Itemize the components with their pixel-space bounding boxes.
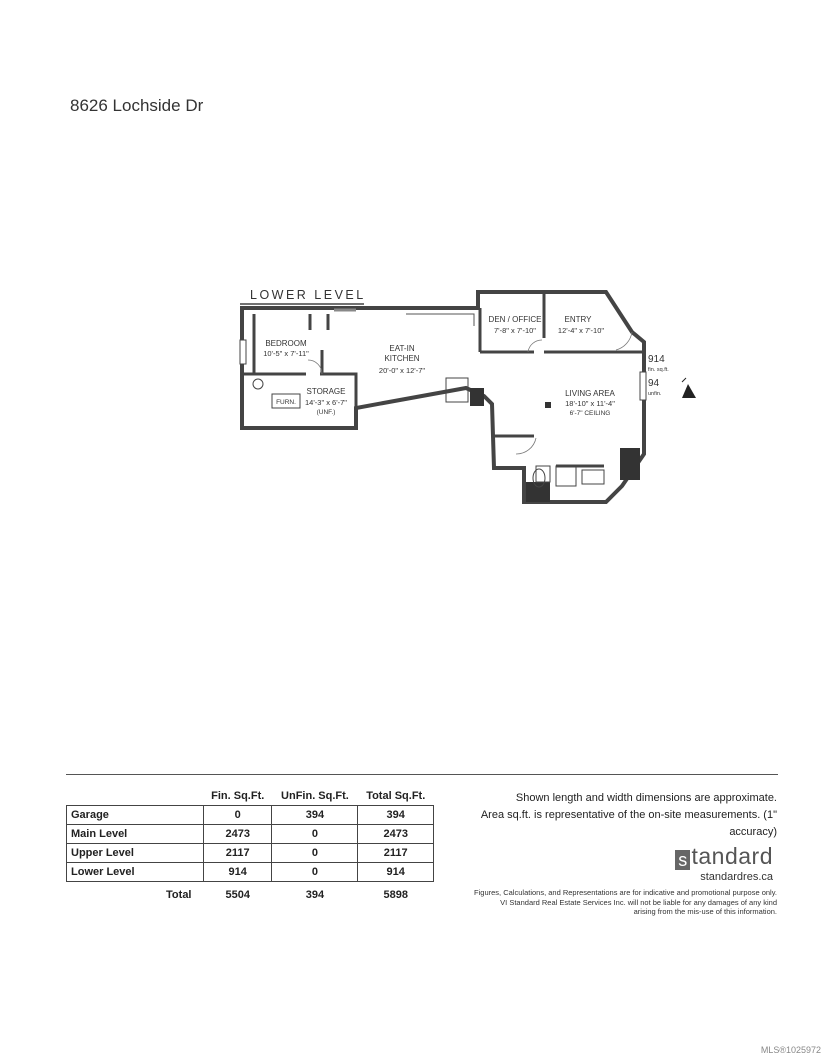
room-name-kitchen: EAT-IN: [389, 344, 415, 353]
note-line-2: Area sq.ft. is representative of the on-site measurements. (1" accuracy): [480, 809, 777, 838]
room-name-den: DEN / OFFICE: [488, 315, 542, 324]
total-unfin: 394: [305, 889, 325, 901]
room-name-entry: ENTRY: [564, 315, 592, 324]
north-arrow-icon: [682, 378, 696, 398]
room-name-bedroom: BEDROOM: [265, 339, 307, 348]
col-header-label: [67, 790, 204, 806]
room-name-storage: STORAGE: [306, 387, 346, 396]
room-dims-bedroom: 10'-5" x 7'-11": [263, 349, 309, 358]
total-row: [67, 882, 434, 905]
disclaimer: [447, 888, 777, 917]
area-table: [66, 790, 434, 904]
col-header-total: Total Sq.Ft.: [366, 790, 426, 802]
logo-mark-icon: s: [675, 850, 690, 870]
room-dims-kitchen: 20'-0" x 12'-7": [378, 366, 426, 375]
cell-total: 914: [358, 863, 434, 882]
table-row: [67, 825, 434, 844]
logo-text: tandard: [691, 843, 773, 869]
unfin-sqft-value: 94: [648, 378, 660, 389]
brand-logo: [675, 843, 773, 870]
fin-sqft-value: 914: [648, 354, 665, 365]
floor-plan: [236, 278, 716, 518]
measurement-notes: [437, 790, 777, 841]
brand-url: standardres.ca: [700, 871, 773, 883]
room-dims-storage: 14'-3" x 6'-7": [305, 398, 347, 407]
room-dims-entry: 12'-4" x 7'-10": [557, 326, 605, 335]
col-header-unfin: UnFin. Sq.Ft.: [281, 790, 349, 802]
mls-number: MLS®1025972: [760, 1045, 821, 1055]
cell-unfin: 0: [272, 825, 358, 844]
furnace-label: FURN.: [276, 399, 296, 406]
room-name-living: LIVING AREA: [565, 389, 615, 398]
room-dims-living: 18'-10" x 11'-4": [565, 399, 615, 408]
cell-total: 394: [358, 806, 434, 825]
total-label: Total: [166, 889, 192, 901]
cell-fin: 2473: [204, 825, 272, 844]
property-address: 8626 Lochside Dr: [70, 96, 204, 115]
cell-fin: 2117: [204, 844, 272, 863]
plan-title: LOWER LEVEL: [250, 288, 366, 302]
unfin-sqft-label: unfin.: [648, 391, 662, 397]
table-row: [67, 863, 434, 882]
table-row: [67, 806, 434, 825]
cell-unfin: 394: [272, 806, 358, 825]
cell-unfin: 0: [272, 844, 358, 863]
table-row: [67, 844, 434, 863]
divider: [66, 774, 778, 775]
cell-total: 2117: [358, 844, 434, 863]
row-label: Upper Level: [67, 844, 204, 863]
cell-fin: 914: [204, 863, 272, 882]
room-note-living: 6'-7" CEILING: [569, 410, 611, 417]
total-fin: 5504: [225, 889, 250, 901]
row-label: Main Level: [67, 825, 204, 844]
room-name2-kitchen: KITCHEN: [384, 354, 420, 363]
cell-total: 2473: [358, 825, 434, 844]
row-label: Lower Level: [67, 863, 204, 882]
cell-unfin: 0: [272, 863, 358, 882]
cell-fin: 0: [204, 806, 272, 825]
disclaimer-line-1: Figures, Calculations, and Representations are for indicative and promotional purpose only.: [474, 888, 777, 897]
note-line-1: Shown length and width dimensions are approximate.: [515, 792, 777, 804]
row-label: Garage: [67, 806, 204, 825]
disclaimer-line-3: arising from the mis-use of this information.: [633, 907, 777, 916]
disclaimer-line-2: VI Standard Real Estate Services Inc. will not be liable for any damages of any kind: [500, 897, 777, 907]
fin-sqft-label: fin. sq.ft.: [648, 367, 669, 373]
room-dims-den: 7'-8" x 7'-10": [494, 326, 536, 335]
col-header-fin: Fin. Sq.Ft.: [211, 790, 265, 802]
room-note-storage: (UNF.): [316, 409, 336, 416]
total-total: 5898: [383, 889, 408, 901]
